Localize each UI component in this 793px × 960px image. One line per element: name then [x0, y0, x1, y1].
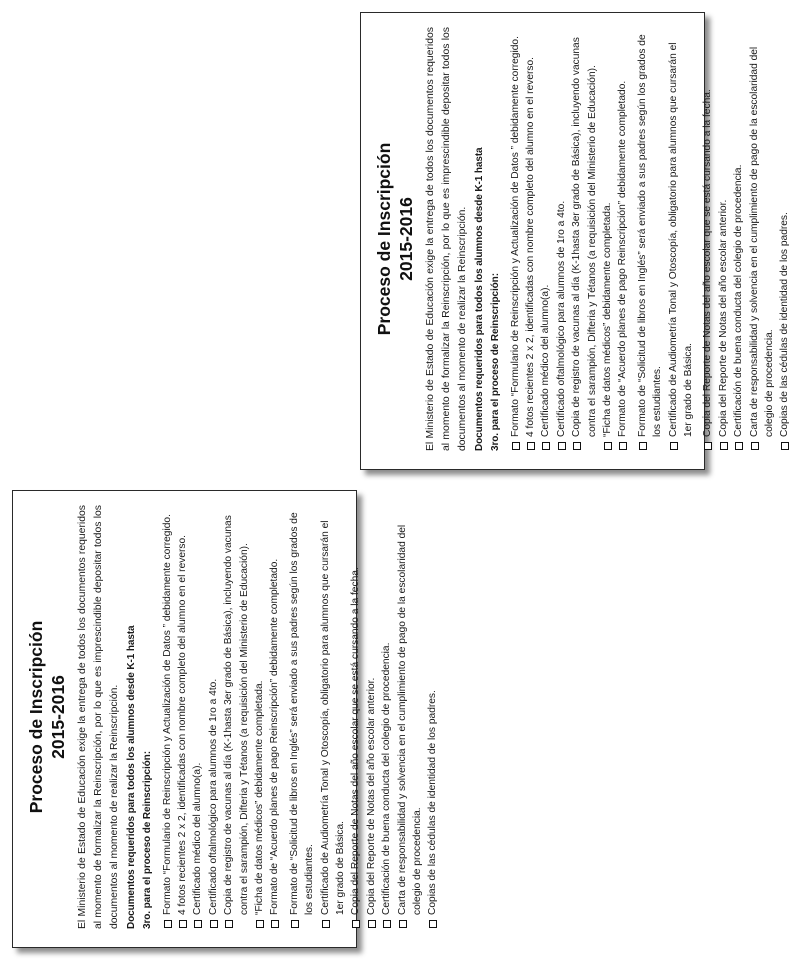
requirement-item: Certificado de Audiometría Tonal y Otoscopía, obligatorio para alumnos que cursarán el 1er grado de Básica. — [318, 505, 349, 929]
requirement-item: Carta de responsabilidad y solvencia en el cumplimiento de pago de la escolaridad del colegio de procedencia. — [747, 27, 778, 451]
requirement-item: Formato “Formulario de Reinscripción y Actualización de Datos ” debidamente corregido. — [508, 27, 523, 451]
checkbox-icon — [781, 442, 789, 450]
intro-paragraph: El Ministerio de Estado de Educación exige la entrega de todos los documentos requeridos al momento de formalizar la Reinscripción, por lo que es imprescindible depositar todos los documentos al momento de realizar la Reinscripción. — [425, 27, 468, 451]
requirement-item: Formato de “Solicitud de libros en Inglés” será enviado a sus padres según los grados de los estudiantes. — [635, 27, 666, 451]
requirement-item: Formato de “Solicitud de libros en Inglés” será enviado a sus padres según los grados de los estudiantes. — [287, 505, 318, 929]
requirement-item: Formato de “Acuerdo planes de pago Reinscripción” debidamente completado. — [615, 27, 630, 451]
requirements-list — [160, 505, 441, 929]
documents-heading — [124, 505, 155, 929]
checkbox-icon — [429, 920, 437, 928]
title-line-1: Proceso de Inscripción — [374, 142, 394, 336]
requirement-item: Certificado oftalmológico para alumnos de 1ro a 4to. — [206, 505, 221, 929]
checkbox-icon — [619, 442, 627, 450]
checkbox-icon — [558, 442, 566, 450]
checkbox-icon — [512, 442, 520, 450]
documents-heading-line-1: Documentos requeridos para todos los alumnos desde K-1 hasta — [126, 625, 138, 929]
checkbox-icon — [210, 920, 218, 928]
requirement-item: Formato “Formulario de Reinscripción y Actualización de Datos ” debidamente corregido. — [160, 505, 175, 929]
requirement-item: Certificación de buena conducta del colegio de procedencia. — [731, 27, 746, 451]
requirement-item: Formato de “Acuerdo planes de pago Reinscripción” debidamente completado. — [267, 505, 282, 929]
checkbox-icon — [164, 920, 172, 928]
checkbox-icon — [527, 442, 535, 450]
documents-heading — [472, 27, 503, 451]
checkbox-icon — [639, 442, 647, 450]
page-title — [25, 505, 69, 929]
checkbox-icon — [399, 920, 407, 928]
requirement-item: Carta de responsabilidad y solvencia en el cumplimiento de pago de la escolaridad del colegio de procedencia. — [395, 505, 426, 929]
page-title — [373, 27, 417, 451]
requirement-item: Copia del Reporte de Notas del año escolar que se está cursando a la fecha. — [348, 505, 363, 929]
flyer-left — [12, 490, 439, 948]
checkbox-icon — [720, 442, 728, 450]
checkbox-icon — [179, 920, 187, 928]
checkbox-icon — [291, 920, 299, 928]
flyer-right — [360, 12, 791, 470]
checkbox-icon — [604, 442, 612, 450]
title-line-2: 2015-2016 — [396, 197, 416, 281]
checkbox-icon — [542, 442, 550, 450]
requirement-item: Copias de las cédulas de identidad de los padres. — [425, 505, 440, 929]
checkbox-icon — [670, 442, 678, 450]
checkbox-icon — [735, 442, 743, 450]
checkbox-icon — [194, 920, 202, 928]
checkbox-icon — [352, 920, 360, 928]
requirement-item: Certificado médico del alumno(a). — [190, 505, 205, 929]
requirements-list — [508, 27, 793, 451]
documents-heading-line-2: 3ro. para el proceso de Reinscripción: — [141, 751, 153, 929]
requirement-item: “Ficha de datos médicos” debidamente completada. — [600, 27, 615, 451]
checkbox-icon — [256, 920, 264, 928]
requirement-item: Certificado médico del alumno(a). — [538, 27, 553, 451]
title-line-2: 2015-2016 — [48, 675, 68, 759]
title-line-1: Proceso de Inscripción — [26, 620, 46, 814]
checkbox-icon — [573, 442, 581, 450]
checkbox-icon — [225, 920, 233, 928]
requirement-item: Certificado oftalmológico para alumnos de 1ro a 4to. — [554, 27, 569, 451]
requirement-item: Copia del Reporte de Notas del año escolar que se está cursando a la fecha. — [700, 27, 715, 451]
requirement-item: Certificado de Audiometría Tonal y Otoscopía, obligatorio para alumnos que cursarán el 1er grado de Básica. — [666, 27, 697, 451]
checkbox-icon — [322, 920, 330, 928]
checkbox-icon — [271, 920, 279, 928]
requirement-item: Copia del Reporte de Notas del año escolar anterior. — [716, 27, 731, 451]
documents-heading-line-2: 3ro. para el proceso de Reinscripción: — [489, 273, 501, 451]
requirement-item: 4 fotos recientes 2 x 2, identificadas con nombre completo del alumno en el reverso. — [175, 505, 190, 929]
requirement-item: Copia de registro de vacunas al día (K-1hasta 3er grado de Básica), incluyendo vacunas contra el sarampión, Difteria y Tétanos (a requisición del Ministerio de Educación). — [569, 27, 600, 451]
checkbox-icon — [704, 442, 712, 450]
checkbox-icon — [383, 920, 391, 928]
intro-paragraph: El Ministerio de Estado de Educación exige la entrega de todos los documentos requeridos al momento de formalizar la Reinscripción, por lo que es imprescindible depositar todos los documentos al momento de realizar la Reinscripción. — [77, 505, 120, 929]
checkbox-icon — [751, 442, 759, 450]
requirement-item: “Ficha de datos médicos” debidamente completada. — [252, 505, 267, 929]
requirement-item: Copia de registro de vacunas al día (K-1hasta 3er grado de Básica), incluyendo vacunas contra el sarampión, Difteria y Tétanos (a requisición del Ministerio de Educación). — [221, 505, 252, 929]
requirement-item: Copias de las cédulas de identidad de los padres. — [777, 27, 792, 451]
requirement-item: 4 fotos recientes 2 x 2, identificadas con nombre completo del alumno en el reverso. — [523, 27, 538, 451]
requirement-item: Certificación de buena conducta del colegio de procedencia. — [379, 505, 394, 929]
documents-heading-line-1: Documentos requeridos para todos los alumnos desde K-1 hasta — [474, 147, 486, 451]
requirement-item: Copia del Reporte de Notas del año escolar anterior. — [364, 505, 379, 929]
checkbox-icon — [368, 920, 376, 928]
